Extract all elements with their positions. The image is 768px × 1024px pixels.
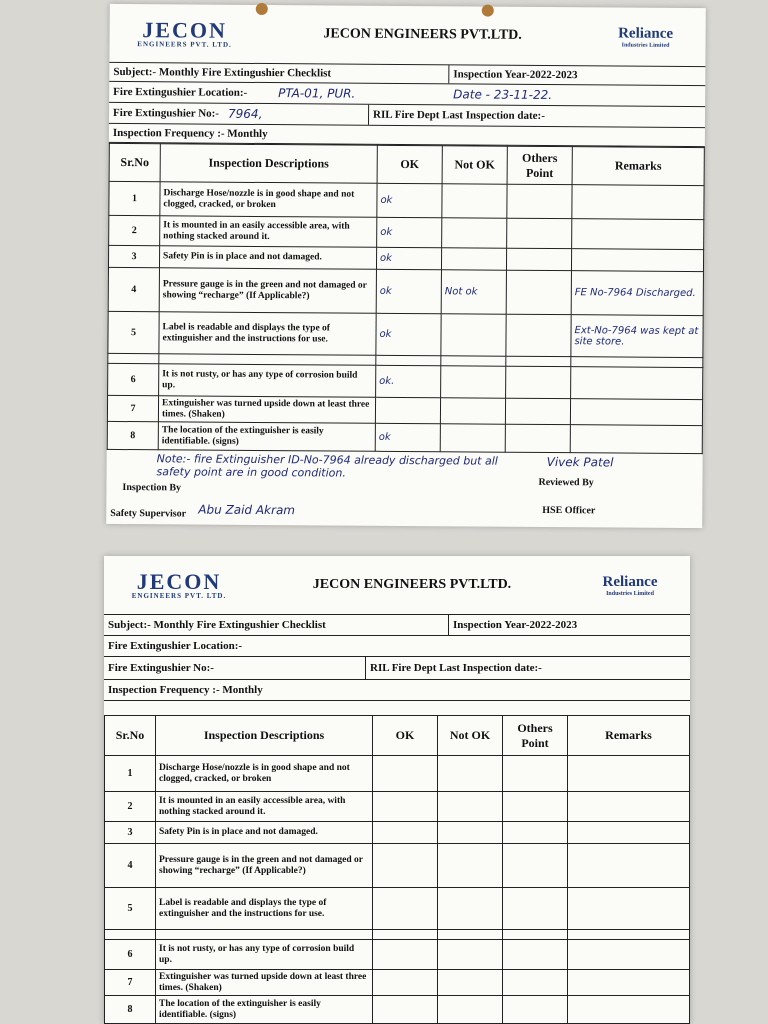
row-others[interactable] xyxy=(506,366,571,398)
row-sr: 5 xyxy=(105,888,156,930)
row-ok[interactable]: ok. xyxy=(376,365,441,397)
col-srno: Sr.No xyxy=(109,143,160,181)
row-desc: It is not rusty, or has any type of corrosion build up. xyxy=(159,364,376,398)
col-description: Inspection Descriptions xyxy=(160,144,377,184)
row-sr: 2 xyxy=(109,215,160,245)
row-remarks[interactable] xyxy=(568,940,690,970)
inspection-year: Inspection Year-2022-2023 xyxy=(453,68,578,82)
location-label: Fire Extingushier Location:- xyxy=(113,85,248,99)
row-desc: Discharge Hose/nozzle is in good shape and not clogged, cracked, or broken xyxy=(156,756,373,792)
row-ok[interactable]: ok xyxy=(375,423,440,451)
row-not-ok[interactable] xyxy=(440,424,505,452)
row-sr: 7 xyxy=(105,970,156,996)
row-desc: Pressure gauge is in the green and not damaged or showing “recharge” (If Applicable?) xyxy=(159,268,376,314)
row-remarks[interactable] xyxy=(572,219,704,250)
safety-supervisor-label: Safety Supervisor xyxy=(110,507,187,520)
row-remarks[interactable] xyxy=(568,844,690,888)
row-desc: The location of the extinguisher is easily identifiable. (signs) xyxy=(156,996,373,1024)
row-not-ok[interactable] xyxy=(442,184,507,218)
col-ok: OK xyxy=(373,716,438,756)
row-others[interactable] xyxy=(503,756,568,792)
row-others[interactable] xyxy=(503,940,568,970)
row-ok[interactable]: ok xyxy=(376,247,441,269)
row-not-ok[interactable] xyxy=(441,366,506,398)
row-others[interactable] xyxy=(503,844,568,888)
reviewer-signature: Vivek Patel xyxy=(546,454,614,470)
row-not-ok[interactable] xyxy=(438,756,503,792)
inspection-year: Inspection Year-2022-2023 xyxy=(453,619,578,631)
signature-area xyxy=(106,450,702,524)
row-others[interactable] xyxy=(503,996,568,1024)
row-ok[interactable] xyxy=(373,822,438,844)
table-row xyxy=(105,940,690,970)
row-ok[interactable]: ok xyxy=(376,313,441,355)
jecon-logo: JECON ENGINEERS PVT. LTD. xyxy=(131,568,227,600)
frequency-label: Inspection Frequency :- Monthly xyxy=(112,126,268,141)
col-remarks: Remarks xyxy=(572,147,704,186)
table-row xyxy=(105,792,690,822)
row-desc: The location of the extinguisher is easily identifiable. (signs) xyxy=(158,422,375,452)
row-desc: Extinguisher was turned upside down at least three times. (Shaken) xyxy=(156,970,373,996)
row-others[interactable] xyxy=(507,218,572,248)
row-sr: 6 xyxy=(105,940,156,970)
company-name: JECON ENGINEERS PVT.LTD. xyxy=(323,26,522,43)
row-sr: 1 xyxy=(109,181,160,215)
row-sr: 1 xyxy=(105,756,156,792)
row-not-ok[interactable] xyxy=(441,314,506,356)
table-row xyxy=(108,363,703,399)
col-remarks: Remarks xyxy=(568,716,690,756)
ext-no-label: Fire Extingushier No:- xyxy=(113,106,220,120)
row-not-ok[interactable] xyxy=(442,218,507,248)
table-row xyxy=(105,844,690,888)
row-others[interactable] xyxy=(503,792,568,822)
subject-label: Subject:- Monthly Fire Extingushier Checklist xyxy=(109,63,449,83)
row-desc: Extinguisher was turned upside down at least three times. (Shaken) xyxy=(158,396,375,424)
row-remarks[interactable] xyxy=(568,888,690,930)
row-remarks[interactable] xyxy=(570,425,702,454)
row-remarks[interactable]: Ext-No-7964 was kept at site store. xyxy=(571,315,703,358)
ext-no-value[interactable]: 7964, xyxy=(224,104,369,125)
row-others[interactable] xyxy=(507,184,572,218)
supervisor-signature: Abu Zaid Akram xyxy=(198,502,296,518)
row-sr: 8 xyxy=(105,996,156,1024)
col-ok: OK xyxy=(377,145,442,183)
row-sr: 3 xyxy=(105,822,156,844)
row-not-ok[interactable] xyxy=(438,996,503,1024)
frequency-label: Inspection Frequency :- Monthly xyxy=(108,684,263,696)
row-sr: 5 xyxy=(108,311,159,353)
inspection-table xyxy=(107,143,705,454)
row-ok[interactable]: ok xyxy=(376,269,441,313)
ril-inspection-label: RIL Fire Dept Last Inspection date:- xyxy=(370,662,542,674)
row-sr: 7 xyxy=(107,395,158,421)
row-desc: Safety Pin is in place and not damaged. xyxy=(156,822,373,844)
row-remarks[interactable] xyxy=(570,399,702,426)
row-others[interactable] xyxy=(503,970,568,996)
row-others[interactable] xyxy=(506,314,571,356)
row-desc: Discharge Hose/nozzle is in good shape and not clogged, cracked, or broken xyxy=(160,182,377,218)
row-not-ok[interactable] xyxy=(438,970,503,996)
row-not-ok[interactable] xyxy=(438,844,503,888)
row-not-ok[interactable] xyxy=(438,822,503,844)
row-ok[interactable]: ok xyxy=(377,183,442,217)
row-others[interactable] xyxy=(505,398,570,424)
table-row xyxy=(105,756,690,792)
reliance-logo: Reliance Industries Limited xyxy=(602,573,658,597)
col-not-ok: Not OK xyxy=(442,146,507,184)
table-row xyxy=(105,822,690,844)
location-value[interactable]: PTA-01, PUR. xyxy=(278,86,356,101)
inspection-table xyxy=(104,715,690,1024)
subject-label: Subject:- Monthly Fire Extingushier Checklist xyxy=(104,615,449,635)
jecon-logo: JECON ENGINEERS PVT. LTD. xyxy=(137,16,232,49)
col-others: Others Point xyxy=(503,716,568,756)
row-sr: 4 xyxy=(105,844,156,888)
table-row xyxy=(107,421,702,453)
date-value[interactable]: Date - 23-11-22. xyxy=(453,87,553,103)
row-desc: It is not rusty, or has any type of corrosion build up. xyxy=(156,940,373,970)
row-sr: 4 xyxy=(108,267,159,311)
col-srno: Sr.No xyxy=(105,716,156,756)
row-ok[interactable] xyxy=(373,970,438,996)
row-sr: 8 xyxy=(107,421,158,449)
row-remarks[interactable] xyxy=(568,822,690,844)
row-remarks[interactable] xyxy=(568,996,690,1024)
location-label: Fire Extingushier Location:- xyxy=(108,640,243,652)
reviewed-by-label: Reviewed By xyxy=(538,476,594,489)
row-not-ok[interactable] xyxy=(441,248,506,270)
row-sr: 3 xyxy=(108,245,159,267)
row-not-ok[interactable] xyxy=(438,888,503,930)
row-remarks[interactable] xyxy=(571,367,703,400)
row-remarks[interactable]: FE No-7964 Discharged. xyxy=(571,271,703,316)
table-row xyxy=(108,267,703,315)
row-not-ok[interactable] xyxy=(440,398,505,424)
table-row xyxy=(109,181,704,219)
table-row xyxy=(105,888,690,930)
row-remarks[interactable] xyxy=(568,756,690,792)
row-others[interactable] xyxy=(506,248,571,270)
col-others: Others Point xyxy=(507,146,572,184)
table-row xyxy=(105,970,690,996)
row-others[interactable] xyxy=(503,822,568,844)
row-desc: Safety Pin is in place and not damaged. xyxy=(159,246,376,270)
row-remarks[interactable] xyxy=(571,249,703,272)
inspection-by-label: Inspection By xyxy=(122,482,182,494)
row-ok[interactable] xyxy=(373,888,438,930)
ext-no-label: Fire Extingushier No:- xyxy=(104,657,366,679)
row-ok[interactable] xyxy=(373,940,438,970)
row-not-ok[interactable] xyxy=(438,940,503,970)
row-ok[interactable] xyxy=(373,996,438,1024)
row-ok[interactable]: ok xyxy=(377,217,442,247)
row-sr: 2 xyxy=(105,792,156,822)
hse-officer-label: HSE Officer xyxy=(542,504,596,517)
row-ok[interactable] xyxy=(375,397,440,423)
row-desc: It is mounted in an easily accessible area, with nothing stacked around it. xyxy=(156,792,373,822)
form-header xyxy=(104,556,690,615)
inspection-note: Note:- fire Extinguisher ID-No-7964 already discharged but all safety point are in good condition. xyxy=(156,452,498,480)
row-ok[interactable] xyxy=(373,792,438,822)
row-others[interactable] xyxy=(506,270,571,314)
row-sr: 6 xyxy=(108,363,159,395)
row-remarks[interactable] xyxy=(572,185,704,220)
form-header xyxy=(109,4,705,67)
table-row xyxy=(105,996,690,1024)
row-others[interactable] xyxy=(505,424,570,452)
row-desc: It is mounted in an easily accessible area, with nothing stacked around it. xyxy=(160,216,377,248)
checklist-sheet-filled xyxy=(106,4,706,528)
row-desc: Label is readable and displays the type of extinguisher and the instructions for use. xyxy=(159,312,376,356)
row-desc: Pressure gauge is in the green and not damaged or showing “recharge” (If Applicable?) xyxy=(156,844,373,888)
reliance-logo: Reliance Industries Limited xyxy=(618,24,674,49)
row-others[interactable] xyxy=(503,888,568,930)
row-remarks[interactable] xyxy=(568,970,690,996)
row-desc: Label is readable and displays the type of extinguisher and the instructions for use. xyxy=(156,888,373,930)
company-name: JECON ENGINEERS PVT.LTD. xyxy=(312,577,512,592)
row-not-ok[interactable]: Not ok xyxy=(441,270,506,314)
col-description: Inspection Descriptions xyxy=(156,716,373,756)
col-not-ok: Not OK xyxy=(438,716,503,756)
row-remarks[interactable] xyxy=(568,792,690,822)
ril-inspection-label: RIL Fire Dept Last Inspection date:- xyxy=(373,108,545,122)
row-not-ok[interactable] xyxy=(438,792,503,822)
row-ok[interactable] xyxy=(373,844,438,888)
checklist-sheet-blank xyxy=(104,556,690,1024)
table-row xyxy=(109,215,704,249)
table-row xyxy=(108,311,703,357)
table-spacer-row xyxy=(105,930,690,940)
row-ok[interactable] xyxy=(373,756,438,792)
